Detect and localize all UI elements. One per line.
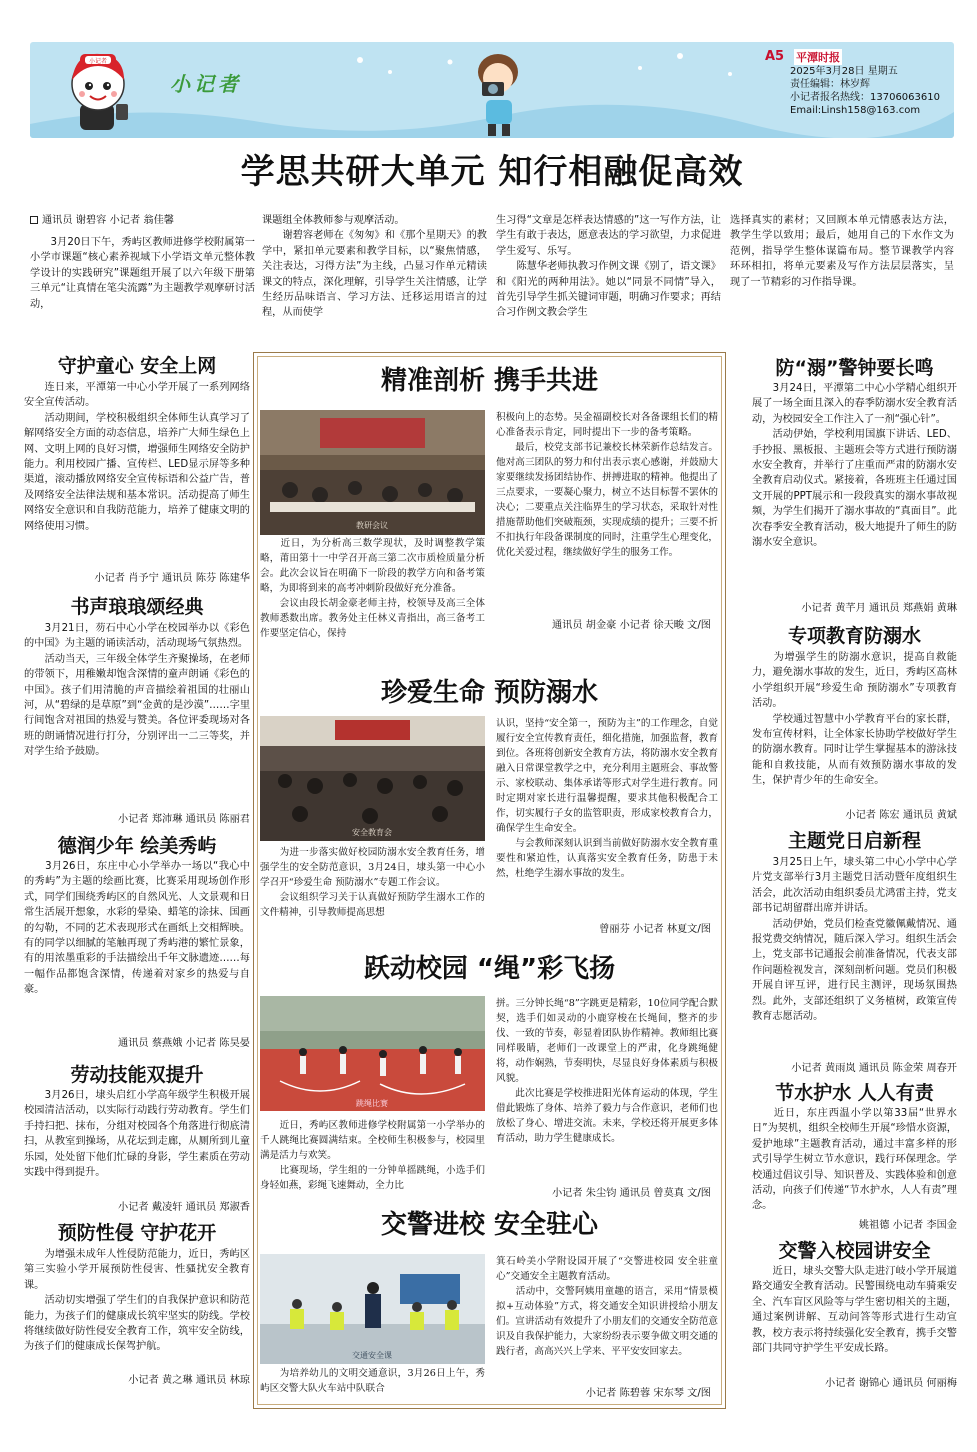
left-story-1-byline: 小记者 肖予宁 通讯员 陈芬 陈建华 (94, 573, 250, 584)
center-story-2-byline: 曾丽芬 小记者 林夏文/图 (599, 924, 711, 935)
mascot-badge: 小记者 (88, 58, 108, 65)
right-story-1-body: 3月24日，平潭第二中心小学精心组织开展了一场全面且深入的春季防溺水安全教育活动，为校园安全工作注入了一剂“强心针”。 活动伊始，学校利用国旗下讲话、LED、手抄报、黑板报、主题班会等方式进行预防溺水安全教育，并举行了庄重而严肃的防溺水安全教育启动仪式。紧接着，各班班主任通过国文开展的PPT展示和一段段真实的溺水事故视频，为学生们揭开了溺水事故的“真面目”。此次春季安全教育活动，极大地提升了师生的防溺水安全意识。 (752, 383, 957, 549)
right-story-3-byline: 小记者 黄雨岚 通讯员 陈金荣 周春开 (791, 1063, 957, 1074)
issue-date: 2025年3月28日 星期五 (790, 66, 898, 77)
email-line: Email:Linsh158@163.com (790, 105, 921, 116)
lead-byline (30, 213, 255, 228)
left-story-4-byline: 小记者 戴凌轩 通讯员 郑淑香 (118, 1202, 250, 1213)
right-story-4-body: 近日，东庄西温小学以第33届“世界水日”为契机，组织全校师生开展“珍惜水资源，爱护地球”主题教育活动，通过丰富多样的形式引导学生树立节水意识，践行环保理念。学校通过倡议引导、知识普及、实践体验和创意活动，向孩子们传递“节水护水，人人有责”理念。 (752, 1108, 957, 1212)
center-story-1-left: 近日，为分析高三数学现状，及时调整教学策略，莆田第十一中学召开高三第二次市质检质量分析会。此次会议旨在明确下一阶段的教学方向和备考策略，为即将到来的高考冲刺阶段做好充分准备。 会议由段长胡金豪老师主持，校领导及高三全体教师悉数出席。教务处主任林义青指出，高三备考工作要坚定信心，保持 (260, 538, 485, 639)
center-story-3-left: 近日，秀屿区教师进修学校附属第一小学举办的千人跳绳比赛圆满结束。全校师生积极参与，校园里满是活力与欢笑。 比赛现场，学生组的一分钟单摇跳绳，小选手们身轻如燕，彩绳飞速舞动，全力比 (260, 1120, 485, 1191)
right-story-3-body: 3月25日上午，埭头第二中心小学中心学片党支部举行3月主题党日活动暨年度组织生活会，此次活动由组织委员尤鸿雷主持，党支部书记胡留群出席并讲话。 活动伊始，党员们检查党徽佩戴情况、通报党费交纳情况，随后深入学习。组织生活会上，党支部书记通报会前准备情况，代表支部作问题检视发言，深刻剖析问题。党员们积极开展自评互评，进行民主测评，现场氛围热烈。此外，支部还组织了义务植树，政策宣传教育志愿活动。 (752, 857, 957, 1023)
section-title: 小记者 (170, 72, 242, 96)
center-story-2-title: 珍爱生命 预防溺水 (380, 678, 599, 708)
right-story-1-byline: 小记者 黄芊月 通讯员 郑燕娟 黄琳 (801, 603, 957, 614)
center-story-4-title: 交警进校 安全驻心 (380, 1210, 599, 1240)
meeting-photo-2 (260, 716, 485, 841)
left-story-3-title: 德润少年 绘美秀屿 (57, 835, 217, 857)
center-story-2-right: 认识，坚持“安全第一，预防为主”的工作理念，自觉履行安全宣传教育责任，细化措施，加强监督，教育到位。各班将创新安全教育方法，将防溺水安全教育融入日常课堂教学之中，充分利用主题班会、事故警示、家校联动、集体承诺等形式对学生进行教育。同时定期对家长进行温馨提醒，要求其他积极配合工作，切实履行子女的监管职责，形成家校教育合力，确保学生生命安全。 与会教师深刻认识到当前做好防溺水安全教育重要性和紧迫性，认真落实安全教育任务，防患于未然，杜绝学生溺水事故的发生。 (496, 718, 718, 879)
left-story-5-byline: 小记者 黄之琳 通讯员 林琼 (128, 1375, 250, 1386)
right-story-4-title: 节水护水 人人有责 (775, 1082, 934, 1104)
right-story-5-body: 近日，埭头交警大队走进汀岐小学开展道路交通安全教育活动。民警围绕电动车骑乘安全、汽车盲区风险等与学生密切相关的主题，通过案例讲解、互动问答等形式进行生动宣教，校方表示将持续强化安全教育，携手交警部门共同守护学生平安成长路。 (752, 1266, 957, 1355)
left-story-3-body: 3月26日，东庄中心小学举办一场以“我心中的秀屿”为主题的绘画比赛，比赛采用现场创作形式，同学们围绕秀屿区的自然风光、人文景观和日常生活展开想象，水彩的晕染、蜡笔的涂抹、国画的勾勒，不同的艺术表现形式在画纸上交相辉映。有的同学以细腻的笔触再现了秀屿港的繁忙景象，有的用浓墨重彩的手法描绘出千年文脉遗迹……每一幅作品都饱含深情，传递着对家乡的热爱与自豪。 (24, 861, 250, 996)
editor-line: 责任编辑：林岁辉 (790, 79, 870, 90)
photo-3-caption: 跳绳比赛 (356, 1099, 388, 1108)
traffic-police-photo (260, 1254, 485, 1364)
left-story-1-body: 连日来，平潭第一中心小学开展了一系列网络安全宣传活动。 活动期间，学校积极组织全体师生认真学习了解网络安全方面的动态信息，培养广大师生绿色上网、文明上网的良好习惯，增强师生网络安全防护能力。利用校园广播、宣传栏、LED显示屏等多种渠道，滚动播放网络安全宣传标语和公益广告，普及网络安全法律法规和基本常识。活动提高了师生网络安全意识和自我防范能力，培养了健康文明的网络使用习惯。 (24, 382, 250, 532)
lead-col-3: 生习得“文章是怎样表达情感的”这一写作方法，让学生有敢于表达，愿意表达的学习欲望，力求促进学生爱写、乐写。 陈慧华老师执教习作例文课《别了，语文课》和《阳光的两种用法》。她以“同景不同情”导入，首先引导学生抓关键词审题，明确习作要求；再结合习作例文教会学生 (496, 215, 721, 319)
lead-col-2: 课题组全体教师参与观摩活动。 谢碧容老师在《匆匆》和《那个星期天》的教学中，紧扣单元要素和教学目标，以“聚焦情感，关注表达，习得方法”为主线，凸显习作单元精读课文的特点，深化理解，引导学生关注情感，让学生经历品味语言、学习方法、迁移运用语言的过程，从而使学 (262, 215, 487, 319)
page-number: A5 (765, 49, 785, 64)
lead-byline-text: 通讯员 谢碧容 小记者 翁佳馨 (42, 215, 174, 226)
right-story-1-title: 防“溺”警钟要长鸣 (775, 357, 934, 379)
rope-skipping-photo (260, 996, 485, 1111)
center-story-3-right: 拼。三分钟长绳“8”字跳更是精彩，10位同学配合默契，选手们如灵动的小鹿穿梭在长绳间，整齐的步伐、一致的节奏，彰显着团队协作精神。教师组比赛同样吸睛，老师们一改课堂上的严肃，化身跳绳健将，动作娴熟，节奏明快，尽显良好身体素质与积极风貌。 此次比赛是学校推进阳光体育运动的体现，学生借此锻炼了身体、培养了毅力与合作意识，老师们也放松了身心、增进交流。未来，学校还将开展更多体育活动，助力学生健康成长。 (496, 998, 718, 1144)
photo-4-caption: 交通安全课 (352, 1351, 392, 1360)
right-story-5-title: 交警入校园讲安全 (778, 1240, 931, 1262)
square-icon (30, 216, 38, 224)
center-story-3-title: 跃动校园 “绳”彩飞扬 (363, 954, 616, 984)
left-story-5-title: 预防性侵 守护花开 (57, 1222, 217, 1244)
photo-2-caption: 安全教育会 (352, 828, 392, 837)
center-story-1-title: 精准剖析 携手共进 (380, 366, 599, 396)
left-story-4-body: 3月26日，埭头启红小学高年级学生积极开展校园清洁活动，以实际行动践行劳动教育。学生们手持扫把、抹布，分组对校园各个角落进行彻底清扫，从教室到操场，从花坛到走廊，从厕所到儿童乐园，处处留下他们忙碌的身影，学生素质在劳动实践中得到提升。 (24, 1090, 250, 1179)
right-story-2-byline: 小记者 陈宏 通讯员 黄斌 (845, 810, 957, 821)
right-story-5-byline: 小记者 谢锦心 通讯员 何丽梅 (825, 1378, 957, 1389)
left-story-2-body: 3月21日，芴石中心小学在校园举办以《彩色的中国》为主题的诵读活动，活动现场气氛热烈。 活动当天，三年级全体学生齐聚操场，在老师的带领下，用稚嫩却饱含深情的童声朗诵《彩色的中国》。孩子们用清脆的声音描绘着祖国的壮丽山河，从“碧绿的是草原”到“金黄的是沙漠”……字里行间饱含对祖国的热爱与赞美。各位评委现场对各班的朗诵情况进行打分，分别评出一二三等奖，并对学生给予鼓励。 (24, 623, 250, 758)
right-story-3-title: 主题党日启新程 (787, 830, 921, 852)
center-story-4-left: 为培养幼儿的文明交通意识，3月26日上午，秀屿区交警大队火车站中队联合 (260, 1368, 485, 1394)
left-story-2-byline: 小记者 郑沛琳 通讯员 陈丽君 (118, 814, 250, 825)
right-story-4-byline: 姚祖德 小记者 李国金 (858, 1220, 957, 1231)
lead-col-4: 选择真实的素材；又回顾本单元情感表达方法，教学生学以致用；最后，她用自己的下水作文为范例，指导学生整体谋篇布局。整节课教学内容环环相扣，将单元要素及写作方法层层落实，呈现了一节精彩的习作指导课。 (730, 215, 954, 288)
meeting-photo-1 (260, 410, 485, 535)
center-story-4-right: 箕石岭美小学附设园开展了“交警进校园 安全驻童心”交通安全主题教育活动。 活动中，交警阿姨用童趣的语言，采用“情景模拟+互动体验”方式，将交通安全知识讲授给小朋友们。宣讲活动有效提升了小朋友们的交通安全防范意识及自我保护能力，大家纷纷表示要争做文明交通的践行者，高高兴兴上学来、平平安安回家去。 (496, 1256, 718, 1357)
center-story-3-byline: 小记者 朱尘钧 通讯员 曾莫真 文/图 (551, 1188, 711, 1199)
mascot-reporter-illustration (58, 44, 138, 138)
lead-col-1: 3月20日下午，秀屿区教师进修学校附属第一小学市课题“核心素养视域下小学语文单元整体教学设计的实践研究”课题组开展了以六年级下册第三单元“让真情在笔尖流露”为主题教学观摩研讨活动， (30, 237, 255, 310)
photo-1-caption: 教研会议 (356, 521, 388, 530)
center-story-2-left: 为进一步落实做好校园防溺水安全教育任务，增强学生的安全防范意识，3月24日，埭头第一中心小学召开“珍爱生命 预防溺水”专题工作会议。 会议组织学习关于认真做好预防学生溺水工作的文件精神，引导教师提高思想 (260, 847, 485, 918)
camera-kid-illustration (468, 48, 530, 138)
lead-headline: 学思共研大单元 知行相融促高效 (240, 152, 744, 192)
left-story-5-body: 为增强未成年人性侵防范能力，近日，秀屿区第三实验小学开展预防性侵害、性骚扰安全教育课。 活动切实增强了学生们的自我保护意识和防范能力，为孩子们的健康成长筑牢坚实的防线。学校将继续做好防性侵安全教育工作，筑牢安全防线，为孩子们的健康成长保驾护航。 (24, 1249, 250, 1353)
left-story-4-title: 劳动技能双提升 (70, 1064, 204, 1086)
center-story-1-right: 积极向上的态势。吴金福副校长对各备课组长们的精心准备表示肯定，同时提出下一步的备考策略。 最后，校党支部书记兼校长林荣新作总结发言。他对高三团队的努力和付出表示衷心感谢，并鼓励大家要继续发扬团结协作、拼搏进取的精神。他提出了三点要求，一要凝心聚力，树立不达目标誓不罢休的决心；二要重点关注临界生的学习状态，采取针对性措施帮助他们突破瓶颈，实现成绩的提升；三要不折不扣执行年段备课制度的同时，注重学生心理变化，优化关爱过程，继续做好学生的服务工作。 (496, 412, 718, 558)
left-story-3-byline: 通讯员 蔡燕娥 小记者 陈昊晏 (118, 1038, 250, 1049)
left-story-2-title: 书声琅琅颂经典 (70, 596, 204, 618)
paper-name: 平潭时报 (796, 51, 840, 64)
center-story-4-byline: 小记者 陈碧蓉 宋东琴 文/图 (585, 1388, 711, 1399)
hotline-line: 小记者报名热线：13706063610 (790, 92, 940, 103)
left-story-1-title: 守护童心 安全上网 (57, 355, 217, 377)
right-story-2-body: 为增强学生的防溺水意识，提高自救能力，避免溺水事故的发生，近日，秀屿区高林小学组织开展“珍爱生命 预防溺水”专项教育活动。 学校通过智慧中小学教育平台的家长群，发布宣传材料，让全体家长协助学校做好学生的防溺水教育。同时让学生掌握基本的游泳技能和自救技能，从而有效预防溺水事故的发生，保护青少年的生命安全。 (752, 652, 957, 787)
right-story-2-title: 专项教育防溺水 (787, 625, 921, 647)
center-story-1-byline: 通讯员 胡金豪 小记者 徐天畯 文/图 (551, 620, 711, 631)
